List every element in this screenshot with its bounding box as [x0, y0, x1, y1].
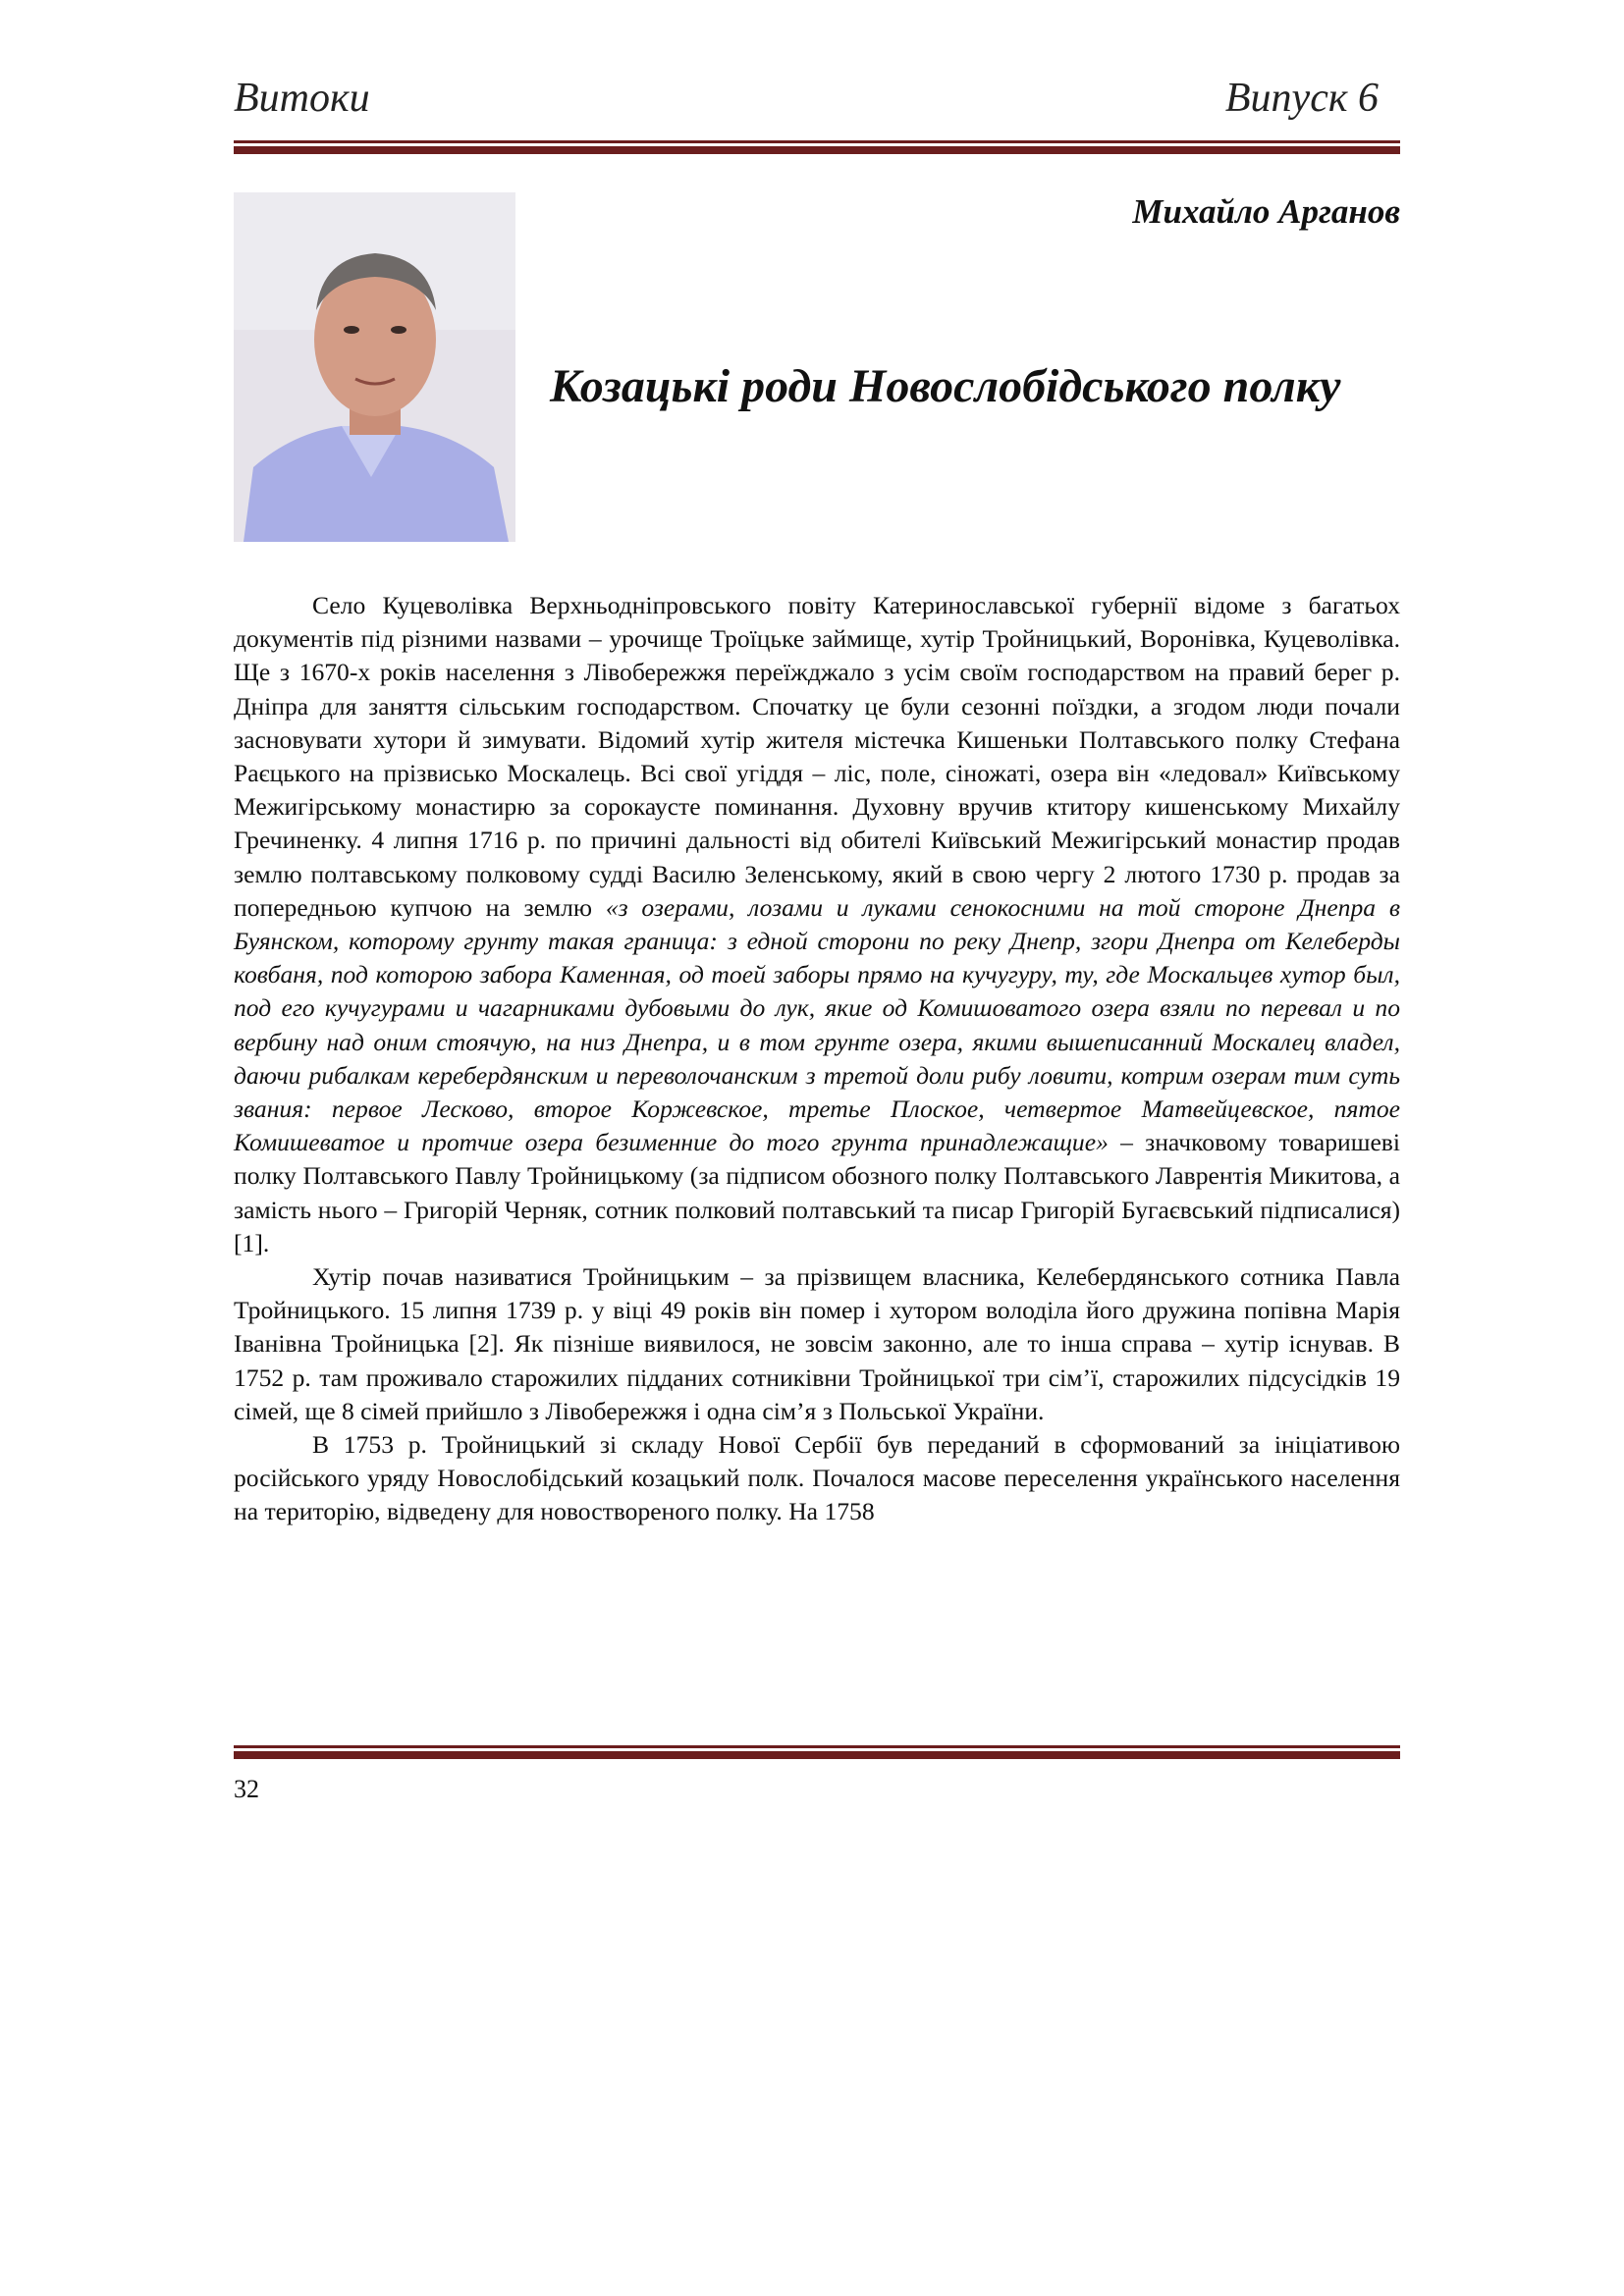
footer-divider: [234, 1745, 1400, 1759]
header-divider: [234, 140, 1400, 154]
quoted-document: «з озерами, лозами и луками сенокосними на той стороне Днепра в Буянском, которому грунту такая граница: з едной сторони по реку Днепр, згори Днепра от Келеберды ковбаня, под которою забора Каменная, од тоей заборы прямо на кучугуру, ту, где Москальцев хутор был, под его кучугурами и чагарниками дубовыми до лук, якие од Комишоватого озера взяли по перевал и по вербину над оним стоячую, на низ Днепра, и в том грунте озера, якими вышеписанний Москалец владел, даючи рибалкам керебердянским и переволочанским з третой доли рибу ловити, котрим озерам тим суть звания: первое Лесково, второе Коржевское, третье Плоское, четвертое Матвейцевское, пятое Комишеватое и протчие озера безименние до того грунта принадлежащие»: [234, 892, 1400, 1157]
author-portrait-icon: [234, 192, 515, 542]
author-name: Михайло Арганов: [1132, 192, 1400, 231]
page-number: 32: [234, 1775, 259, 1803]
paragraph-2: Хутір почав називатися Тройницьким – за прізвищем власника, Келебердянського сотника Павла Тройницького. 15 липня 1739 р. у віці 49 років він помер і хутором володіла його дружина попівна Марія Іванівна Тройницька [2]. Як пізніше виявилося, не зовсім законно, але то інша справа – хутір існував. В 1752 р. там проживало старожилих підданих сотниківни Тройницької три сім’ї, старожилих підсусідків 19 сімей, ще 8 сімей прийшло з Лівобережжя і одна сім’я з Польської України.: [234, 1262, 1400, 1425]
issue-number: Випуск 6: [1224, 76, 1379, 121]
journal-name: Витоки: [234, 76, 370, 121]
article-title: Козацькі роди Новослобідського полку: [550, 360, 1341, 412]
article-body: [234, 589, 1400, 1529]
paragraph-1: Село Куцеволівка Верхньодніпровського повіту Катеринославської губернії відоме з багатьох документів під різними назвами – урочище Троїцьке займище, хутір Тройницький, Воронівка, Куцеволівка. Ще з 1670-х років населення з Лівобережжя переїжджало з усім своїм господарством на правий берег р. Дніпра для заняття сільським господарством. Спочатку це були сезонні поїздки, а згодом люди почали засновувати хутори й зимувати. Відомий хутір жителя містечка Кишеньки Полтавського полку Стефана Раєцького на прізвисько Москалець. Всі свої угіддя – ліс, поле, сіножаті, озера він «ледовал» Київському Межигірському монастирю за сорокаусте поминання. Духовну вручив ктитору кишенському Михайлу Гречиненку. 4 липня 1716 р. по причині дальності від обителі Київський Межигірський монастир продав землю полтавському полковому судді Василю Зеленському, який в свою чергу 2 лютого 1730 р. продав за попередньою купчою на землю «з озерами, лозами и луками сенокосними на той стороне Днепра в Буянском, которому грунту такая граница: з едной сторони по реку Днепр, згори Днепра от Келеберды ковбаня, под которою забора Каменная, од тоей заборы прямо на кучугуру, ту, где Москальцев хутор был, под его кучугурами и чагарниками дубовыми до лук, якие од Комишоватого озера взяли по перевал и по вербину над оним стоячую, на низ Днепра, и в том грунте озера, якими вышеписанний Москалец владел, даючи рибалкам керебердянским и переволочанским з третой доли рибу ловити, котрим озерам тим суть звания: первое Лесково, второе Коржевское, третье Плоское, четвертое Матвейцевское, пятое Комишеватое и протчие озера безименние до того грунта принадлежащие» – значковому товаришеві полку Полтавського Павлу Тройницькому (за підписом обозного полку Полтавського Лаврентія Микитова, а замість нього – Григорій Черняк, сотник полковий полтавський та писар Григорій Бугаєвський підписалися) [1].: [234, 591, 1400, 1257]
paragraph-3: В 1753 р. Тройницький зі складу Нової Сербії був переданий в сформований за ініціативою російського уряду Новослобідський козацький полк. Почалося масове переселення українського населення на територію, відведену для новоствореного полку. На 1758: [234, 1430, 1400, 1526]
